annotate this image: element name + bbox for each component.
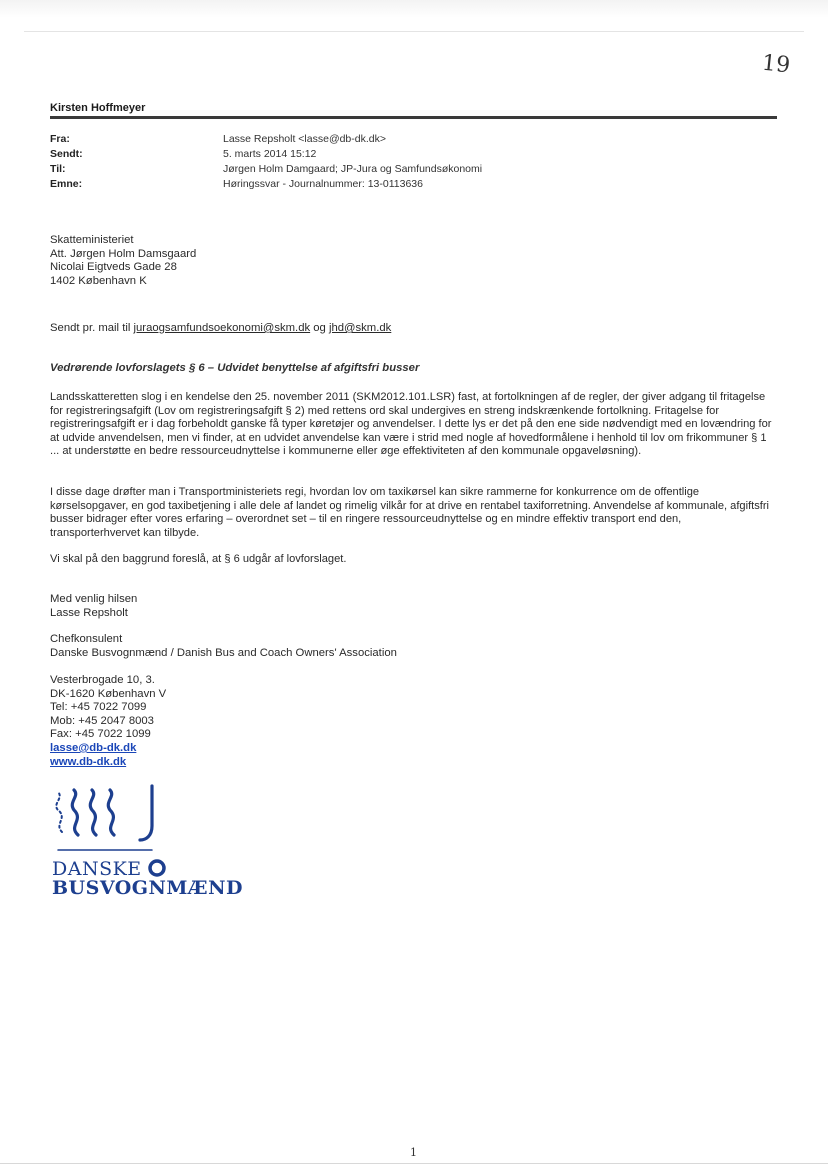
signer-role-block — [50, 633, 397, 660]
contact-street: Vesterbrogade 10, 3. — [50, 674, 155, 686]
contact-tel: Tel: +45 7022 7099 — [50, 701, 147, 714]
recipient-address — [50, 234, 196, 288]
scan-artifact-line — [24, 31, 804, 32]
paragraph-1: Landsskatteretten slog i en kendelse den 25. november 2011 (SKM2012.101.LSR) fast, at fortolkningen af de regler, der giver adgang til fritagelse for registreringsafgift (Lov om registreringsafgift § 2) med rettens ord skal undergives en streng indskrænkende fortolkning. Fritagelse for registreringsafgift er i dag forbeholdt ganske få typer køretøjer og anvendelser. I dette lys er det på den ene side nødvendigt med en lovændring for at udvide anvendelsen, men vi finder, at en udvidet anvendelse kan være i strid med nogle af hovedformålene i henhold til lov om frikommuner § 1 ... at understøtte en bedre ressourceudnyttelse i kommunerne eller øge effektiviteten af den kommunale opgaveløsning). — [50, 391, 772, 458]
header-value-subject: Høringssvar - Journalnummer: 13-0113636 — [223, 178, 423, 190]
header-label-to: Til: — [50, 163, 66, 175]
header-value-sent: 5. marts 2014 15:12 — [223, 148, 317, 160]
logo-text-busvognmaend: BUSVOGNMÆND — [52, 877, 243, 899]
contact-city: DK-1620 København V — [50, 687, 167, 700]
signer-title: Chefkonsulent — [50, 633, 123, 645]
email-link-ministry[interactable]: juraogsamfundsoekonomi@skm.dk — [133, 322, 311, 334]
contact-email-link[interactable]: lasse@db-dk.dk — [50, 741, 137, 754]
signer-organization: Danske Busvognmænd / Danish Bus and Coach Owners' Association — [50, 646, 397, 659]
address-line: 1402 København K — [50, 274, 147, 287]
email-owner-name: Kirsten Hoffmeyer — [50, 102, 146, 114]
header-value-to: Jørgen Holm Damgaard; JP-Jura og Samfundsøkonomi — [223, 163, 483, 175]
scan-top-edge — [0, 0, 828, 18]
contact-web-link[interactable]: www.db-dk.dk — [50, 755, 127, 768]
sent-by-mail-line — [50, 322, 391, 336]
header-label-sent: Sendt: — [50, 148, 83, 160]
sent-by-mail-connector: og — [310, 322, 329, 334]
header-label-from: Fra: — [50, 133, 70, 145]
letter-subject: Vedrørende lovforslagets § 6 – Udvidet benyttelse af afgiftsfri busser — [50, 362, 420, 374]
signer-name: Lasse Repsholt — [50, 606, 128, 619]
closing-block — [50, 593, 137, 620]
address-line: Nicolai Eigtveds Gade 28 — [50, 261, 177, 274]
contact-fax: Fax: +45 7022 1099 — [50, 728, 151, 741]
contact-mob: Mob: +45 2047 8003 — [50, 714, 154, 727]
scan-bottom-edge — [0, 1163, 828, 1164]
address-line: Att. Jørgen Holm Damsgaard — [50, 247, 197, 260]
contact-block — [50, 674, 166, 769]
logo-circle-icon — [148, 859, 166, 877]
sent-by-mail-prefix: Sendt pr. mail til — [50, 322, 134, 334]
closing-greeting: Med venlig hilsen — [50, 593, 138, 605]
logo-line1: DANSKE — [52, 858, 142, 880]
address-line: Skatteministeriet — [50, 234, 134, 246]
paragraph-3: Vi skal på den baggrund foreslå, at § 6 udgår af lovforslaget. — [50, 553, 347, 565]
paragraph-2: I disse dage drøfter man i Transportministeriets regi, hvordan lov om taxikørsel kan sikre rammerne for konkurrence om de offentlige kørselsopgaver, en god taxibetjening i alle dele af landet og rimelig vilkår for at drive en rentabel taxiforretning. Anvendelse af kommunale, afgiftsfri busser bidrager efter vores erfaring – overordnet set – til en ringere ressourceudnyttelse og en mindre effektiv transport end den, transporterhvervet kan tilbyde. — [50, 486, 770, 539]
header-value-from: Lasse Repsholt <lasse@db-dk.dk> — [223, 133, 387, 145]
header-divider — [50, 116, 777, 119]
page-number: 1 — [410, 1146, 417, 1159]
header-label-subject: Emne: — [50, 178, 83, 190]
email-link-jhd[interactable]: jhd@skm.dk — [328, 322, 392, 334]
handwritten-page-mark: 19 — [760, 50, 792, 79]
